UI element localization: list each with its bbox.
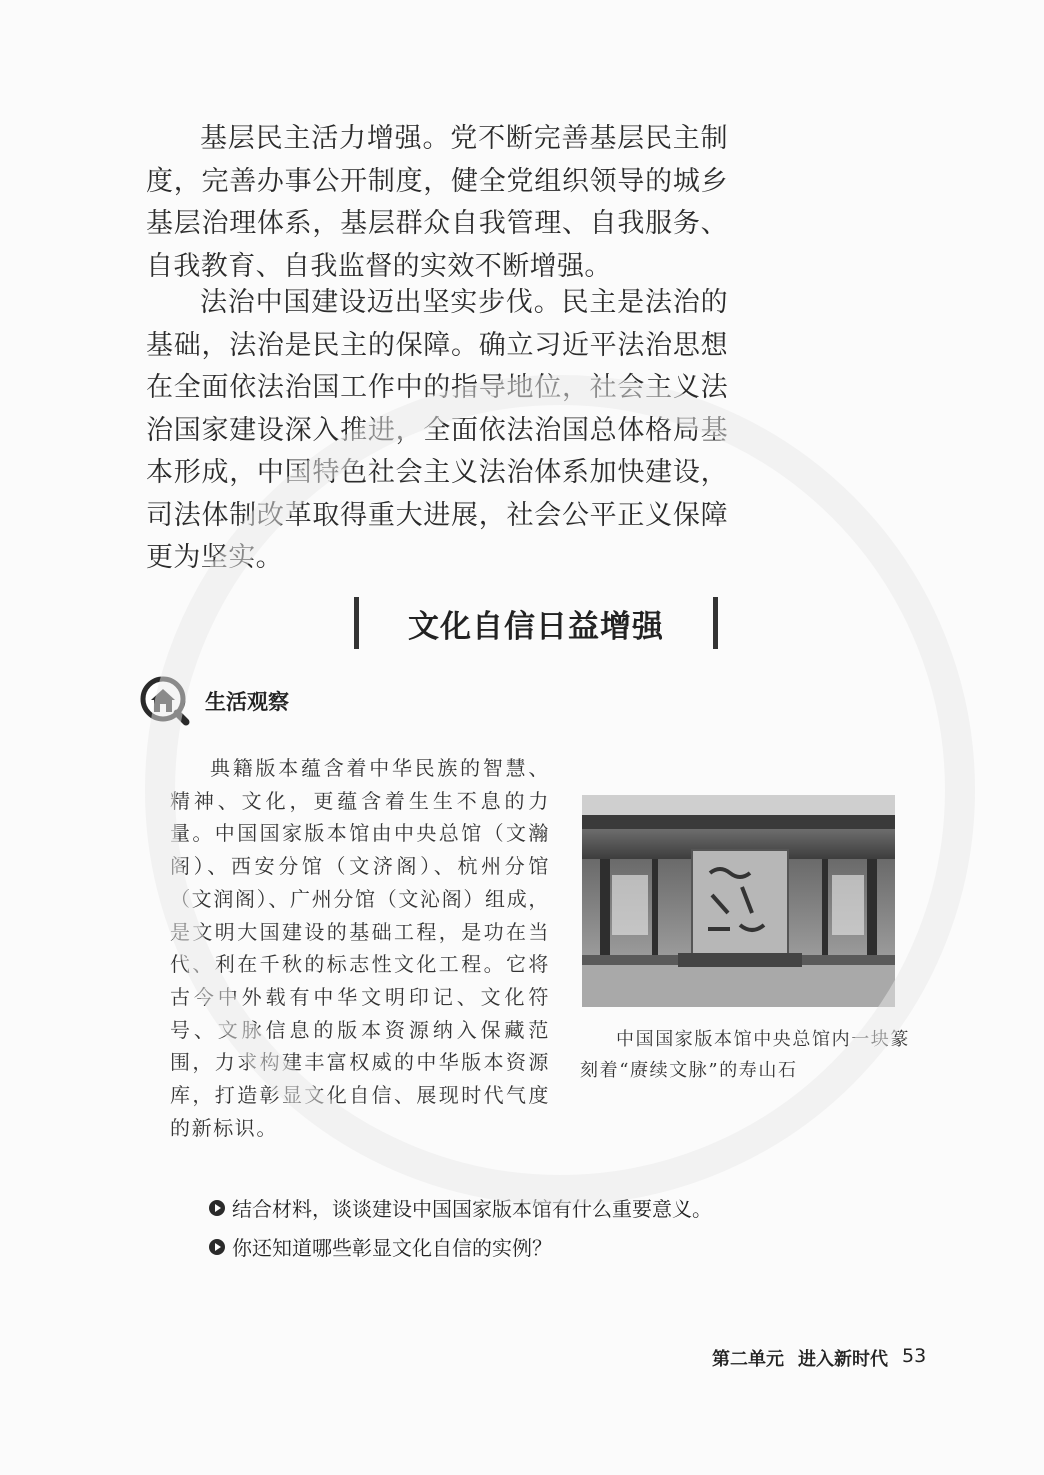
heading-right-bar: [713, 597, 718, 649]
play-bullet-icon: [208, 1238, 226, 1256]
question-text: 结合材料，谈谈建设中国国家版本馆有什么重要意义。: [232, 1197, 712, 1221]
question-text: 你还知道哪些彰显文化自信的实例？: [232, 1236, 552, 1260]
library-stone-photo: [582, 795, 895, 1007]
footer-chapter: 进入新时代: [798, 1349, 888, 1370]
question-item: [208, 1193, 712, 1222]
footer-unit: 第二单元: [712, 1349, 784, 1370]
observation-label: 生活观察: [205, 690, 289, 714]
section-heading: [350, 597, 722, 649]
photo-caption: 中国国家版本馆中央总馆内一块篆刻着“赓续文脉”的寿山石: [580, 1029, 910, 1081]
play-bullet-icon: [208, 1199, 226, 1217]
page-footer: [712, 1345, 926, 1371]
paragraph-grassroots-democracy: 基层民主活力增强。党不断完善基层民主制度，完善办事公开制度，健全党组织领导的城乡基层治理体系，基层群众自我管理、自我服务、自我教育、自我监督的实效不断增强。: [146, 123, 728, 282]
observation-material: 典籍版本蕴含着中华民族的智慧、精神、文化，更蕴含着生生不息的力量。中国国家版本馆由中央总馆（文瀚阁）、西安分馆（文济阁）、杭州分馆（文润阁）、广州分馆（文沁阁）组成，是文明大国建设的基础工程，是功在当代、利在千秋的标志性文化工程。它将古今中外载有中华文明印记、文化符号、文脉信息的版本资源纳入保藏范围，力求构建丰富权威的中华版本资源库，打造彰显文化自信、展现时代气度的新标识。: [170, 756, 550, 1140]
question-item: [208, 1232, 552, 1261]
section-title: 文化自信日益增强: [408, 609, 664, 645]
page-number: 53: [902, 1345, 927, 1367]
house-magnifier-icon: [140, 676, 190, 726]
paragraph-rule-of-law: 法治中国建设迈出坚实步伐。民主是法治的基础，法治是民主的保障。确立习近平法治思想在全面依法治国工作中的指导地位，社会主义法治国家建设深入推进，全面依法治国总体格局基本形成，中国特色社会主义法治体系加快建设，司法体制改革取得重大进展，社会公平正义保障更为坚实。: [146, 287, 728, 573]
